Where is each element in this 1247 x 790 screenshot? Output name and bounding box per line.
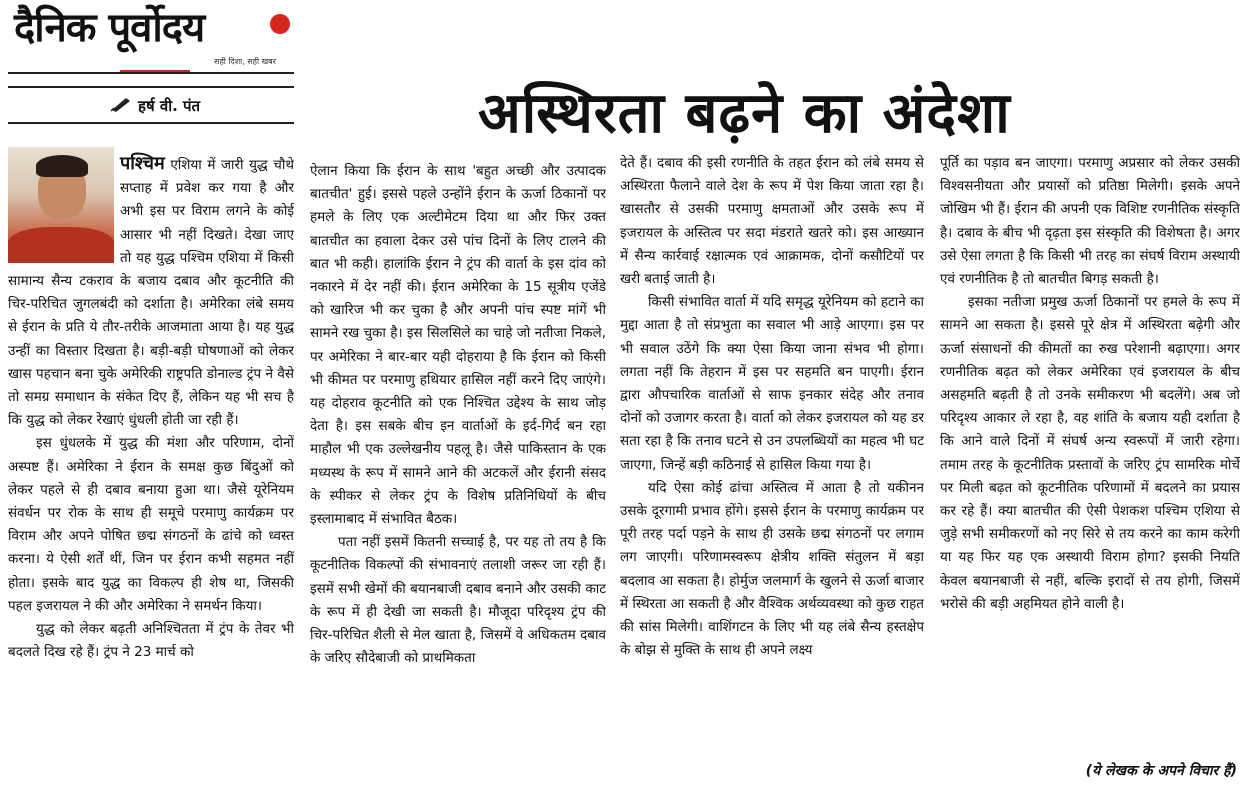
paragraph: इसका नतीजा प्रमुख ऊर्जा ठिकानों पर हमले के रूप में सामने आ सकता है। इससे पूरे क्षेत्र में अस्थिरता बढ़ेगी और ऊर्जा संसाधनों की कीमतों का रुख परेशानी बढ़ाएगा। अगर रणनीतिक बढ़त को लेकर अमेरिका एवं इजरायल के बीच असहमति बढ़ती है तो उनके समीकरण भी बदलेंगे। अब जो परिदृश्य आकार ले रहा है, वह शांति के बजाय यही दर्शाता है कि आने वाले दिनों में संघर्ष अन्य स्वरूपों में जारी रहेगा। तमाम तरह के कूटनीतिक प्रस्तावों के जरिए ट्रंप सामरिक मोर्चे पर मिली बढ़त को कूटनीतिक परिणामों में बदलने का प्रयास कर रहे हैं। क्या बातचीत की ऐसी पेशकश पश्चिम एशिया से जुड़े सभी समीकरणों को नए सिरे से तय करने का काम करेगी या यह फिर यह एक अस्थायी विराम होगा? इसकी नियति केवल बयानबाजी से नहीं, बल्कि इरादों से तय होगी, जिसमें भरोसे की बड़ी अहमियत होने वाली है। bbox=[940, 294, 1240, 612]
article-column-4 bbox=[940, 152, 1240, 764]
author-name: हर्ष वी. पंत bbox=[138, 97, 201, 115]
article-headline: अस्थिरता बढ़ने का अंदेशा bbox=[478, 81, 1011, 146]
byline bbox=[110, 96, 200, 116]
paragraph: इस धुंधलके में युद्ध की मंशा और परिणाम, दोनों अस्पष्ट हैं। अमेरिका ने ईरान के समक्ष कुछ बिंदुओं को लेकर पहले से ही दबाव बनाया हुआ था। जैसे यूरेनियम संवर्धन पर रोक के साथ ही समूचे परमाणु कार्यक्रम पर विराम और अपने पोषित छद्म संगठनों के ढांचे को ध्वस्त करना। ये ऐसी शर्तें थीं, जिन पर ईरान कभी सहमत नहीं होता। इसके बाद युद्ध का विकल्प ही शेष था, जिसकी पहल इजरायल ने की और अमेरिका ने समर्थन किया। bbox=[8, 435, 294, 614]
masthead bbox=[14, 4, 284, 74]
paragraph: देते हैं। दबाव की इसी रणनीति के तहत ईरान को लंबे समय से अस्थिरता फैलाने वाले देश के रूप में पेश किया जाता रहा है। खासतौर से उसकी परमाणु क्षमताओं और उसके रूप में इजरायल के अस्तित्व पर सदा मंडराते खतरे को। इस आख्यान में सैन्य कार्रवाई रक्षात्मक एवं आक्रामक, दोनों कसौटियों पर खरी बताई जाती है। bbox=[620, 155, 924, 288]
paragraph: युद्ध को लेकर बढ़ती अनिश्चितता में ट्रंप के तेवर भी बदलते दिख रहे हैं। ट्रंप ने 23 मार्च को bbox=[8, 621, 294, 661]
paragraph: पूर्ति का पड़ाव बन जाएगा। परमाणु अप्रसार को लेकर उसकी विश्वसनीयता और प्रयासों को प्रतिष्ठा मिलेगी। इसके अपने जोखिम भी हैं। ईरान की अपनी एक विशिष्ट रणनीतिक संस्कृति है। दबाव के बीच भी दृढ़ता इस संस्कृति की विशेषता है। अगर उसे ऐसा लगता है कि किसी भी तरह का संघर्ष विराम अस्थायी एवं रणनीतिक है तो बातचीत बिगड़ सकती है। bbox=[940, 155, 1240, 288]
paragraph: ऐलान किया कि ईरान के साथ 'बहुत अच्छी और उत्पादक बातचीत' हुई। इससे पहले उन्होंने ईरान के ऊर्जा ठिकानों पर हमले के लिए एक अल्टीमेटम दिया था और फिर उक्त बातचीत का हवाला देकर उसे पांच दिनों के लिए टालने की बात भी कही। हालांकि ईरान ने ट्रंप की वार्ता के इस दांव को नकारने में देर नहीं की। ईरान अमेरिका के 15 सूत्रीय एजेंडे को खारिज भी कर चुका है और अपनी पांच स्पष्ट मांगें भी सामने रख चुका है। इस सिलसिले का चाहे जो नतीजा निकले, पर अमेरिका ने बार-बार यही दोहराया है कि ईरान को किसी भी कीमत पर परमाणु हथियार हासिल नहीं करने दिए जाएंगे। यह दोहराव कूटनीति को एक निश्चित उद्देश्य के साथ जोड़ देता है। इस सबके बीच इन वार्ताओं के इर्द-गिर्द बन रहा माहौल भी एक उल्लेखनीय पहलू है। जैसे पाकिस्तान के एक मध्यस्थ के रूप में सामने आने की अटकलें और ईरानी संसद के स्पीकर से लेकर ट्रंप के विशेष प्रतिनिधियों के बीच इस्लामाबाद में संभावित बैठक। bbox=[310, 163, 606, 528]
pen-icon bbox=[110, 96, 132, 116]
author-disclaimer: (ये लेखक के अपने विचार हैं) bbox=[1085, 763, 1237, 779]
newspaper-logo: दैनिक पूर्वोदय bbox=[14, 5, 205, 51]
logo-sun-icon bbox=[270, 14, 290, 34]
masthead-tagline: सही दिशा, सही खबर bbox=[214, 57, 276, 66]
paragraph: यदि ऐसा कोई ढांचा अस्तित्व में आता है तो यकीनन उसके दूरगामी प्रभाव होंगे। इससे ईरान के परमाणु कार्यक्रम पर पूरी तरह पर्दा पड़ने के साथ ही उसके छद्म संगठनों पर लगाम लग जाएगी। परिणामस्वरूप क्षेत्रीय शक्ति संतुलन में बड़ा बदलाव आ सकता है। होर्मुज जलमार्ग के खुलने से ऊर्जा बाजार में स्थिरता आ सकती है और वैश्विक अर्थव्यवस्था को कुछ राहत की सांस मिलेगी। वाशिंगटन के लिए भी यह लंबे सैन्य हस्तक्षेप के बोझ से मुक्ति के साथ ही अपने लक्ष्य bbox=[620, 479, 924, 659]
article-column-3 bbox=[620, 152, 924, 782]
paragraph: पश्चिम एशिया में जारी युद्ध चौथे सप्ताह में प्रवेश कर गया है और अभी इस पर विराम लगने के कोई आसार भी नहीं दिखते। देखा जाए तो यह युद्ध पश्चिम एशिया में किसी सामान्य सैन्य टकराव के बजाय दबाव और कूटनीति की चिर-परिचित जुगलबंदी को दर्शाता है। अमेरिका लंबे समय से ईरान के प्रति ये तौर-तरीके आजमाता आया है। यह युद्ध उन्हीं का विस्तार दिखता है। बड़ी-बड़ी घोषणाओं को लेकर खास पहचान बना चुके अमेरिकी राष्ट्रपति डोनाल्ड ट्रंप ने वैसे तो समग्र समाधान के संकेत दिए हैं, लेकिन यह भी सच है कि युद्ध को लेकर रेखाएं धुंधली होती जा रही हैं। bbox=[8, 153, 294, 429]
author-photo bbox=[8, 147, 114, 263]
paragraph: पता नहीं इसमें कितनी सच्चाई है, पर यह तो तय है कि कूटनीतिक विकल्पों की संभावनाएं तलाशी जरूर जा रही हैं। इसमें सभी खेमों की बयानबाजी दबाव बनाने और उसकी काट के रूप में ही देखी जा सकती है। मौजूदा परिदृश्य ट्रंप की चिर-परिचित शैली से मेल खाता है, जिसमें वे अधिकतम दबाव के जरिए सौदेबाजी को प्राथमिकता bbox=[310, 534, 606, 667]
byline-top-rule bbox=[8, 86, 294, 88]
paragraph: किसी संभावित वार्ता में यदि समृद्ध यूरेनियम को हटाने का मुद्दा आता है तो संप्रभुता का सवाल भी आड़े आएगा। इस पर भी सवाल उठेंगे कि क्या ऐसा किया जाना संभव भी होगा। लगता नहीं कि तेहरान में इस पर सहमति बन पाएगी। ईरान द्वारा औपचारिक वार्ताओं से साफ इनकार संदेह और तनाव दोनों को उजागर करता है। वार्ता को लेकर इजरायल को यह डर सता रहा है कि तनाव घटने से उन उपलब्धियों का महत्व भी घट जाएगा, जिन्हें बड़ी कठिनाई से हासिल किया गया है। bbox=[620, 294, 924, 473]
byline-bottom-rule bbox=[8, 122, 294, 124]
masthead-rule bbox=[8, 72, 294, 74]
kicker-word: पश्चिम bbox=[120, 153, 165, 174]
article-column-2 bbox=[310, 160, 606, 780]
